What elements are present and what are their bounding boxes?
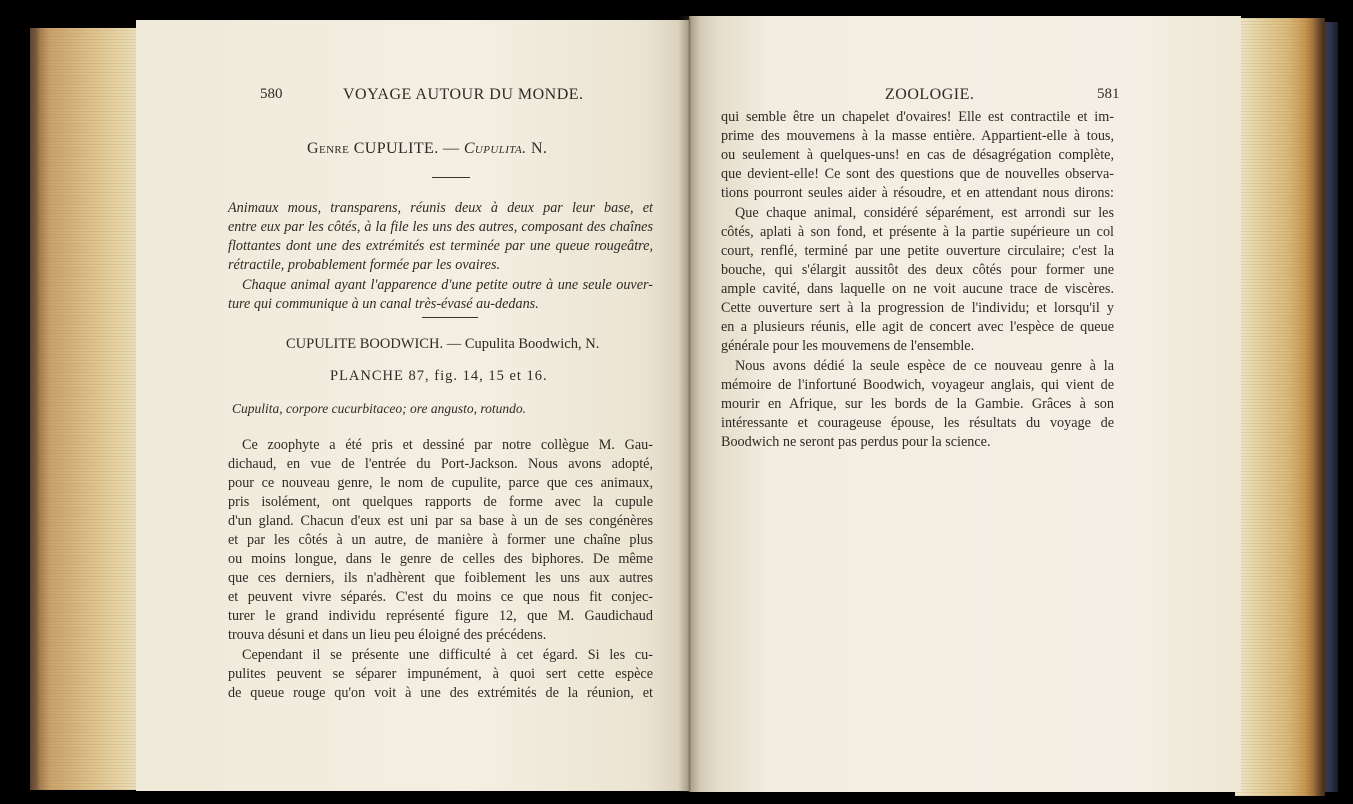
text-line: et par les côtés à un autre, de manière à former une chaîne plus — [228, 532, 653, 548]
text-line: Ce zoophyte a été pris et dessiné par notre collègue M. Gau- — [242, 437, 653, 453]
diagnosis-line: entre eux par les côtés, à la file les uns des autres, composant des chaînes — [228, 219, 653, 235]
text-line: court, renflé, terminé par une petite ouverture circulaire; c'est la — [721, 243, 1114, 259]
running-head: VOYAGE AUTOUR DU MONDE. — [343, 86, 584, 103]
text-line: prime des mouvemens à la masse entière. Appartient-elle à tous, — [721, 128, 1114, 144]
text-line: Boodwich ne seront pas perdus pour la science. — [721, 434, 991, 450]
text-line: dichaud, en vue de l'entrée du Port-Jackson. Nous avons adopté, — [228, 456, 653, 472]
text-line: ou seulement à quelques-uns! en cas de désagrégation complète, — [721, 147, 1114, 163]
diagnosis-line: ture qui communique à un canal très-évasé au-dedans. — [228, 296, 539, 312]
text-line: tions pourront seules aider à résoudre, et en attendant nous dirons: — [721, 185, 1114, 201]
left-page — [136, 20, 689, 791]
left-page-edges — [30, 28, 152, 790]
text-line: Nous avons dédié la seule espèce de ce nouveau genre à la — [735, 358, 1114, 374]
text-line: pour ce nouveau genre, le nom de cupulite, parce que ces animaux, — [228, 475, 653, 491]
text-line: turer le grand individu représenté figure 12, que M. Gaudichaud — [228, 608, 653, 624]
book-gutter — [678, 16, 700, 792]
text-line: pris isolément, ont quelques rapports de forme avec la cupule — [228, 494, 653, 510]
genre-heading: Genre CUPULITE. — Cupulita. N. — [307, 140, 548, 157]
text-line: de queue rouge qu'on voit à une des extrémités de la réunion, et — [228, 685, 653, 701]
running-head: ZOOLOGIE. — [885, 86, 975, 103]
divider — [422, 317, 478, 318]
text-line: d'un gland. Chacun d'eux est uni par sa base à un de ses congénères — [228, 513, 653, 529]
text-line: mourir en Afrique, sur les bords de la Gambie. Grâces à son — [721, 396, 1114, 412]
diagnosis-line: flottantes dont une des extrémités est terminée par une queue rougeâtre, — [228, 238, 653, 254]
right-page — [689, 16, 1241, 792]
text-line: et peuvent vivre séparés. C'est du moins ce que nous fit conjec- — [228, 589, 653, 605]
text-line: trouva désuni et dans un lieu peu éloigné des précédens. — [228, 627, 547, 643]
text-line: mémoire de l'infortuné Boodwich, voyageur anglais, qui vient de — [721, 377, 1114, 393]
page-number: 581 — [1097, 86, 1120, 102]
text-line: Cependant il se présente une difficulté à cet égard. Si les cu- — [242, 647, 653, 663]
right-page-edges — [1235, 18, 1325, 796]
diagnosis-line: Chaque animal ayant l'apparence d'une petite outre à une seule ouver- — [242, 277, 653, 293]
page-number: 580 — [260, 86, 283, 102]
text-line: Que chaque animal, considéré séparément, est arrondi sur les — [735, 205, 1114, 221]
text-line: que devient-elle! Ce sont des questions que de nouvelles observa- — [721, 166, 1114, 182]
divider — [432, 177, 470, 178]
text-line: qui semble être un chapelet d'ovaires! Elle est contractile et im- — [721, 109, 1114, 125]
text-line: intéressante et courageuse épouse, les résultats du voyage de — [721, 415, 1114, 431]
text-line: que ces derniers, ils n'adhèrent que foiblement les uns aux autres — [228, 570, 653, 586]
text-line: ample cavité, dans laquelle on ne voit aucune trace de viscères. — [721, 281, 1114, 297]
text-line: en a plusieurs réunis, elle agit de concert avec l'espèce de queue — [721, 319, 1114, 335]
latin-diagnosis: Cupulita, corpore cucurbitaceo; ore angusto, rotundo. — [232, 401, 526, 416]
text-line: ou moins longue, dans le genre de celles des biphores. De même — [228, 551, 653, 567]
text-line: Cette ouverture sert à la progression de l'individu; et lorsqu'il y — [721, 300, 1114, 316]
text-line: générale pour les mouvemens de l'ensemble. — [721, 338, 975, 354]
species-heading: CUPULITE BOODWICH. — Cupulita Boodwich, N. — [286, 336, 600, 352]
diagnosis-line: Animaux mous, transparens, réunis deux à deux par leur base, et — [228, 200, 653, 216]
diagnosis-line: rétractile, probablement formée par les ovaires. — [228, 257, 501, 273]
plate-reference: PLANCHE 87, fig. 14, 15 et 16. — [330, 368, 548, 384]
text-line: côtés, aplati à son fond, et présente à la partie supérieure un col — [721, 224, 1114, 240]
text-line: bouche, qui s'élargit aussitôt des deux côtés pour former une — [721, 262, 1114, 278]
text-line: pulites peuvent se séparer impunément, à quoi sert cette espèce — [228, 666, 653, 682]
